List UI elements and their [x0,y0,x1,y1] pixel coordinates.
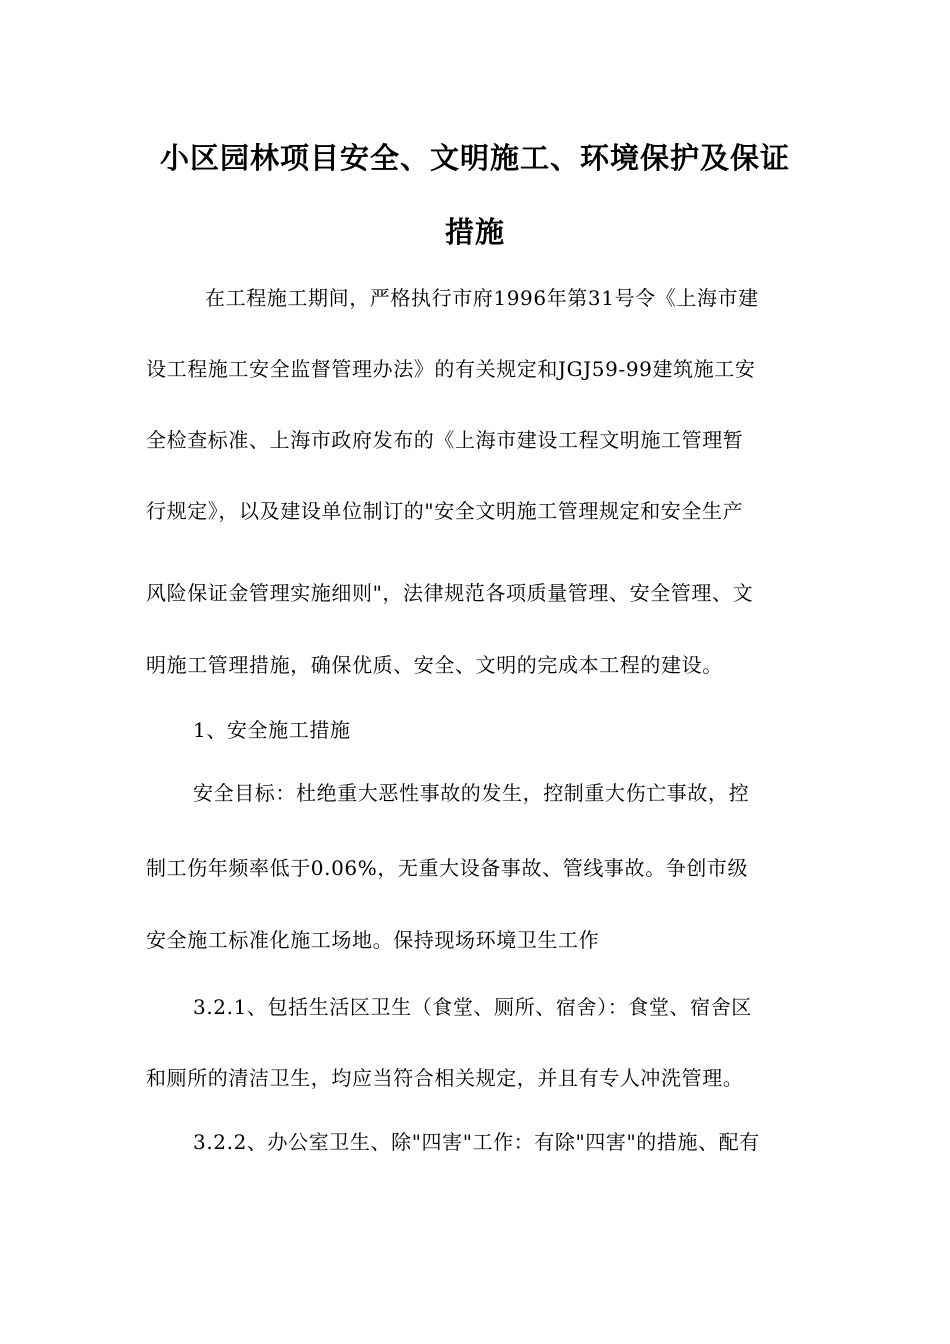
intro-line-3: 全检查标准、上海市政府发布的《上海市建设工程文明施工管理暂 [146,428,744,452]
intro-line-2: 设工程施工安全监督管理办法》的有关规定和JGJ59-99建筑施工安 [146,357,756,381]
section-heading-safety: 1、安全施工措施 [193,718,351,742]
document-title-line-2: 措施 [444,215,505,249]
intro-line-5: 风险保证金管理实施细则"，法律规范各项质量管理、安全管理、文 [146,581,754,605]
document-title-line-1: 小区园林项目安全、文明施工、环境保护及保证 [159,141,790,175]
item-3-2-1-line-2: 和厕所的清洁卫生，均应当符合相关规定，并且有专人冲洗管理。 [146,1066,744,1090]
safety-goal-line-3: 安全施工标准化施工场地。保持现场环境卫生工作 [146,928,600,952]
safety-goal-line-1: 安全目标：杜绝重大恶性事故的发生，控制重大伤亡事故，控 [193,781,750,805]
intro-line-6: 明施工管理措施，确保优质、安全、文明的完成本工程的建设。 [146,653,723,677]
item-3-2-2-line-1: 3.2.2、办公室卫生、除"四害"工作：有除"四害"的措施、配有 [193,1130,760,1154]
intro-line-4: 行规定》，以及建设单位制订的"安全文明施工管理规定和安全生产 [146,499,744,523]
safety-goal-line-2: 制工伤年频率低于0.06%，无重大设备事故、管线事故。争创市级 [146,856,749,880]
intro-line-1: 在工程施工期间，严格执行市府1996年第31号令《上海市建 [205,286,759,310]
item-3-2-1-line-1: 3.2.1、包括生活区卫生（食堂、厕所、宿舍）：食堂、宿舍区 [193,995,752,1019]
